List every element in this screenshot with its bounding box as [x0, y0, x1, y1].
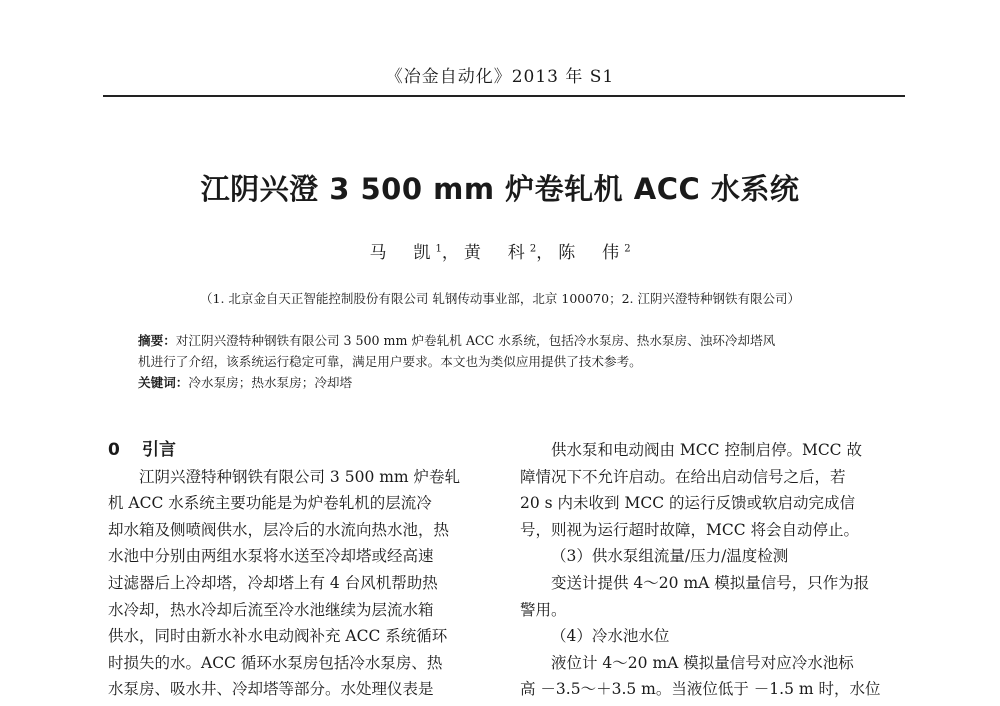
affiliation: （1. 北京金自天正智能控制股份有限公司 轧钢传动事业部，北京 100070；2. 江阴兴澄特种钢铁有限公司）: [200, 291, 800, 306]
journal-header: 《冶金自动化》2013 年 S1: [385, 67, 615, 87]
body-line: 水冷却，热水冷却后流至冷水池继续为层流水箱: [108, 600, 434, 619]
right-column: [520, 437, 912, 703]
body-line: 液位计 4～20 mA 模拟量信号对应冷水池标: [551, 653, 854, 672]
section-title: 引言: [142, 440, 176, 460]
author-affil-mark: 2: [624, 243, 631, 255]
body-line: 供水，同时由新水补水电动阀补充 ACC 系统循环: [108, 627, 448, 646]
abstract-line-2: 机进行了介绍，该系统运行稳定可靠，满足用户要求。本文也为类似应用提供了技术参考。: [138, 354, 642, 369]
author-name: 马 凯: [369, 243, 436, 263]
section-heading: [108, 437, 492, 464]
author-affil-mark: 2: [529, 243, 537, 255]
left-column: [108, 437, 492, 703]
author-list: 马 凯$^1$，黄 科$^2$，陈 伟$^2$: [369, 243, 631, 263]
section-number: 0: [108, 440, 120, 460]
keywords-label: 关键词：: [138, 375, 189, 390]
body-line: 却水箱及侧喷阀供水，层冷后的水流向热水池，热: [108, 520, 450, 539]
body-line: 变送计提供 4～20 mA 模拟量信号，只作为报: [551, 573, 870, 592]
keywords-text: 冷水泵房；热水泵房；冷却塔: [188, 375, 353, 390]
body-line: 高 －3.5～＋3.5 m。当液位低于 －1.5 m 时，水位: [520, 680, 881, 699]
header-rule: [103, 95, 905, 97]
author-affil-mark: 1: [435, 243, 442, 255]
body-line: 过滤器后上冷却塔，冷却塔上有 4 台风机帮助热: [108, 573, 438, 592]
paper-title: 江阴兴澄 3 500 mm 炉卷轧机 ACC 水系统: [200, 172, 800, 206]
abstract-text: 对江阴兴澄特种钢铁有限公司 3 500 mm 炉卷轧机 ACC 水系统，包括冷水泵房、热水泵房、浊环冷却塔风: [175, 333, 776, 348]
keywords-line: [138, 372, 878, 393]
body-line: （3）供水泵组流量/压力/温度检测: [551, 547, 789, 566]
body-line: 江阴兴澄特种钢铁有限公司 3 500 mm 炉卷轧: [139, 467, 461, 486]
body-line: 时损失的水。ACC 循环水泵房包括冷水泵房、热: [108, 653, 443, 672]
body-line: 供水泵和电动阀由 MCC 控制启停。MCC 故: [551, 441, 862, 459]
author-name: 黄 科: [463, 243, 530, 263]
abstract-line-1: [138, 330, 878, 351]
body-line: 水泵房、吸水井、冷却塔等部分。水处理仪表是: [108, 680, 434, 699]
body-line: 20 s 内未收到 MCC 的运行反馈或软启动完成信: [520, 494, 855, 513]
abstract-label: 摘要：: [138, 333, 176, 348]
body-line: 警用。: [520, 600, 567, 619]
body-line: （4）冷水池水位: [551, 627, 670, 646]
body-line: 机 ACC 水系统主要功能是为炉卷轧机的层流冷: [108, 494, 432, 513]
body-line: 号，则视为运行超时故障，MCC 将会自动停止。: [520, 520, 860, 539]
author-name: 陈 伟: [558, 243, 625, 263]
body-line: 障情况下不允许启动。在给出启动信号之后，若: [520, 467, 846, 486]
body-line: 水池中分别由两组水泵将水送至冷却塔或经高速: [108, 547, 434, 566]
abstract-block: [138, 330, 878, 393]
